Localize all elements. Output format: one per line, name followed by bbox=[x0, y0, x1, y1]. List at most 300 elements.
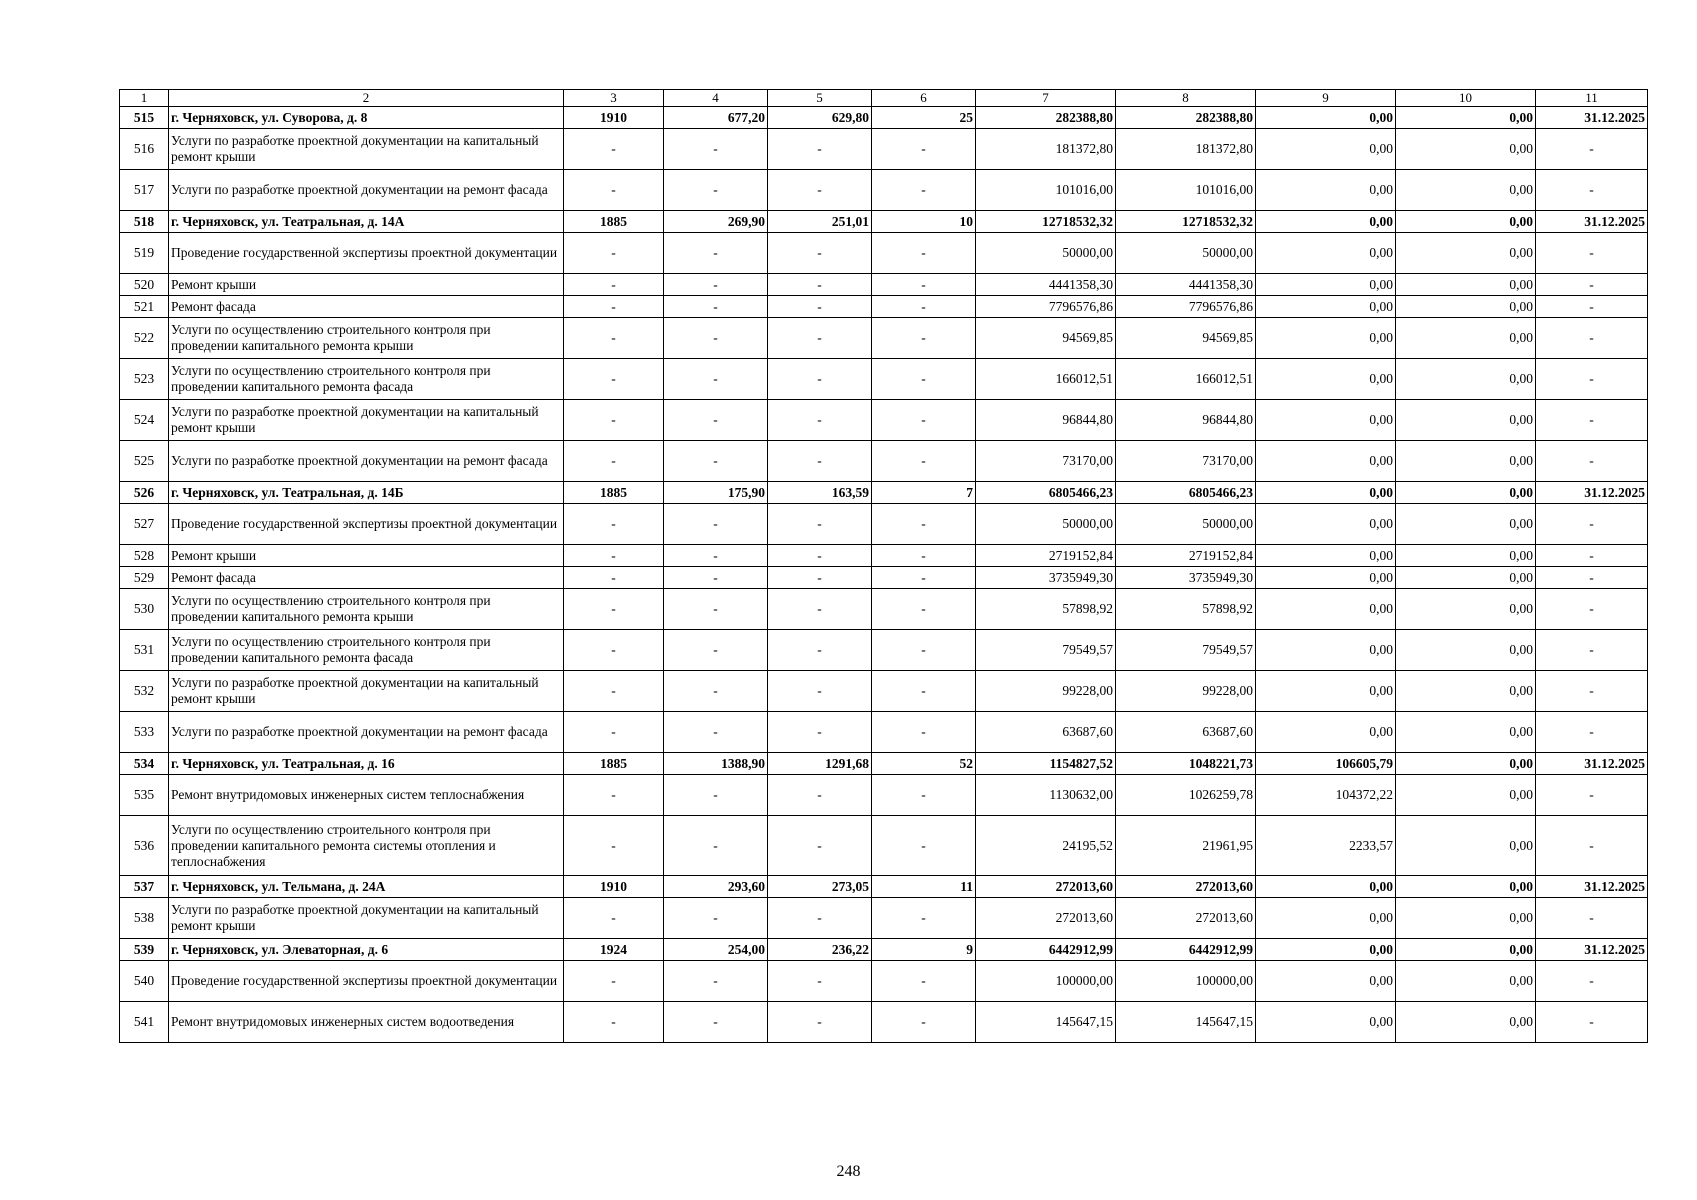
cell-col9: 0,00 bbox=[1256, 107, 1396, 129]
year-built: - bbox=[564, 567, 664, 589]
year-built: 1924 bbox=[564, 939, 664, 961]
cell-col10: 0,00 bbox=[1396, 211, 1536, 233]
year-built: 1885 bbox=[564, 753, 664, 775]
cell-col6: 11 bbox=[872, 876, 976, 898]
item-name: Услуги по осуществлению строительного контроля при проведении капитального ремонта фасада bbox=[169, 630, 564, 671]
cell-col4: 293,60 bbox=[664, 876, 768, 898]
column-number: 8 bbox=[1116, 90, 1256, 107]
item-name: Проведение государственной экспертизы проектной документации bbox=[169, 961, 564, 1002]
row-number: 536 bbox=[120, 816, 169, 876]
cell-col4: 269,90 bbox=[664, 211, 768, 233]
cell-col11: 31.12.2025 bbox=[1536, 211, 1648, 233]
item-name: Ремонт внутридомовых инженерных систем водоотведения bbox=[169, 1002, 564, 1043]
row-number: 528 bbox=[120, 545, 169, 567]
cell-col5: 251,01 bbox=[768, 211, 872, 233]
cell-col4: - bbox=[664, 504, 768, 545]
year-built: - bbox=[564, 318, 664, 359]
cell-col5: - bbox=[768, 589, 872, 630]
cell-col10: 0,00 bbox=[1396, 107, 1536, 129]
cell-col9: 104372,22 bbox=[1256, 775, 1396, 816]
cell-col5: - bbox=[768, 233, 872, 274]
cell-col7: 145647,15 bbox=[976, 1002, 1116, 1043]
year-built: 1885 bbox=[564, 482, 664, 504]
cell-col11: - bbox=[1536, 400, 1648, 441]
cell-col8: 50000,00 bbox=[1116, 233, 1256, 274]
cell-col10: 0,00 bbox=[1396, 567, 1536, 589]
cell-col8: 79549,57 bbox=[1116, 630, 1256, 671]
cell-col8: 100000,00 bbox=[1116, 961, 1256, 1002]
cell-col10: 0,00 bbox=[1396, 939, 1536, 961]
cell-col6: - bbox=[872, 504, 976, 545]
cell-col9: 0,00 bbox=[1256, 567, 1396, 589]
cell-col9: 0,00 bbox=[1256, 504, 1396, 545]
cell-col6: - bbox=[872, 545, 976, 567]
cell-col4: - bbox=[664, 898, 768, 939]
cell-col9: 0,00 bbox=[1256, 211, 1396, 233]
row-number: 533 bbox=[120, 712, 169, 753]
cell-col7: 50000,00 bbox=[976, 233, 1116, 274]
cell-col5: - bbox=[768, 961, 872, 1002]
item-name: г. Черняховск, ул. Элеваторная, д. 6 bbox=[169, 939, 564, 961]
cell-col11: - bbox=[1536, 898, 1648, 939]
cell-col4: - bbox=[664, 400, 768, 441]
cell-col11: - bbox=[1536, 504, 1648, 545]
work-item-row bbox=[120, 589, 1648, 630]
item-name: Услуги по осуществлению строительного контроля при проведении капитального ремонта крыши bbox=[169, 318, 564, 359]
cell-col4: - bbox=[664, 296, 768, 318]
cell-col6: - bbox=[872, 816, 976, 876]
address-row bbox=[120, 753, 1648, 775]
cell-col6: - bbox=[872, 170, 976, 211]
cell-col9: 0,00 bbox=[1256, 274, 1396, 296]
cell-col9: 0,00 bbox=[1256, 630, 1396, 671]
year-built: - bbox=[564, 1002, 664, 1043]
column-number: 7 bbox=[976, 90, 1116, 107]
item-name: г. Черняховск, ул. Суворова, д. 8 bbox=[169, 107, 564, 129]
work-item-row bbox=[120, 233, 1648, 274]
row-number: 515 bbox=[120, 107, 169, 129]
cell-col11: - bbox=[1536, 545, 1648, 567]
cell-col10: 0,00 bbox=[1396, 589, 1536, 630]
cell-col5: - bbox=[768, 671, 872, 712]
row-number: 532 bbox=[120, 671, 169, 712]
cell-col9: 0,00 bbox=[1256, 1002, 1396, 1043]
cell-col11: 31.12.2025 bbox=[1536, 939, 1648, 961]
cell-col8: 6442912,99 bbox=[1116, 939, 1256, 961]
year-built: - bbox=[564, 441, 664, 482]
cell-col6: 7 bbox=[872, 482, 976, 504]
work-item-row bbox=[120, 961, 1648, 1002]
cell-col5: - bbox=[768, 296, 872, 318]
cell-col4: - bbox=[664, 359, 768, 400]
cell-col7: 6442912,99 bbox=[976, 939, 1116, 961]
cell-col10: 0,00 bbox=[1396, 545, 1536, 567]
column-number: 2 bbox=[169, 90, 564, 107]
cell-col5: 236,22 bbox=[768, 939, 872, 961]
column-number: 1 bbox=[120, 90, 169, 107]
cell-col4: - bbox=[664, 816, 768, 876]
cell-col11: - bbox=[1536, 589, 1648, 630]
cell-col4: - bbox=[664, 671, 768, 712]
cell-col5: 273,05 bbox=[768, 876, 872, 898]
page-number: 248 bbox=[836, 1163, 861, 1180]
cell-col7: 3735949,30 bbox=[976, 567, 1116, 589]
cell-col7: 79549,57 bbox=[976, 630, 1116, 671]
year-built: - bbox=[564, 504, 664, 545]
table-body bbox=[120, 90, 1648, 1043]
cell-col4: - bbox=[664, 129, 768, 170]
cell-col10: 0,00 bbox=[1396, 129, 1536, 170]
work-item-row bbox=[120, 504, 1648, 545]
address-row bbox=[120, 876, 1648, 898]
data-table bbox=[119, 89, 1648, 1043]
work-item-row bbox=[120, 359, 1648, 400]
cell-col10: 0,00 bbox=[1396, 400, 1536, 441]
item-name: Услуги по осуществлению строительного контроля при проведении капитального ремонта системы отопления и теплоснабжения bbox=[169, 816, 564, 876]
item-name: Проведение государственной экспертизы проектной документации bbox=[169, 504, 564, 545]
cell-col8: 7796576,86 bbox=[1116, 296, 1256, 318]
cell-col4: 677,20 bbox=[664, 107, 768, 129]
cell-col11: 31.12.2025 bbox=[1536, 753, 1648, 775]
row-number: 541 bbox=[120, 1002, 169, 1043]
cell-col10: 0,00 bbox=[1396, 441, 1536, 482]
cell-col8: 272013,60 bbox=[1116, 898, 1256, 939]
cell-col8: 282388,80 bbox=[1116, 107, 1256, 129]
cell-col5: - bbox=[768, 170, 872, 211]
cell-col8: 21961,95 bbox=[1116, 816, 1256, 876]
cell-col10: 0,00 bbox=[1396, 712, 1536, 753]
cell-col7: 12718532,32 bbox=[976, 211, 1116, 233]
cell-col5: - bbox=[768, 630, 872, 671]
cell-col7: 57898,92 bbox=[976, 589, 1116, 630]
cell-col7: 24195,52 bbox=[976, 816, 1116, 876]
cell-col8: 57898,92 bbox=[1116, 589, 1256, 630]
cell-col9: 0,00 bbox=[1256, 233, 1396, 274]
cell-col6: - bbox=[872, 129, 976, 170]
cell-col10: 0,00 bbox=[1396, 961, 1536, 1002]
cell-col11: - bbox=[1536, 567, 1648, 589]
cell-col8: 1026259,78 bbox=[1116, 775, 1256, 816]
row-number: 519 bbox=[120, 233, 169, 274]
cell-col11: 31.12.2025 bbox=[1536, 482, 1648, 504]
item-name: Услуги по разработке проектной документации на ремонт фасада bbox=[169, 170, 564, 211]
column-number: 4 bbox=[664, 90, 768, 107]
item-name: Услуги по разработке проектной документации на капитальный ремонт крыши bbox=[169, 898, 564, 939]
cell-col9: 0,00 bbox=[1256, 545, 1396, 567]
item-name: Проведение государственной экспертизы проектной документации bbox=[169, 233, 564, 274]
year-built: - bbox=[564, 816, 664, 876]
cell-col7: 1130632,00 bbox=[976, 775, 1116, 816]
item-name: Ремонт крыши bbox=[169, 545, 564, 567]
year-built: - bbox=[564, 359, 664, 400]
item-name: Услуги по осуществлению строительного контроля при проведении капитального ремонта фасада bbox=[169, 359, 564, 400]
work-item-row bbox=[120, 712, 1648, 753]
cell-col9: 106605,79 bbox=[1256, 753, 1396, 775]
cell-col6: - bbox=[872, 775, 976, 816]
cell-col6: - bbox=[872, 233, 976, 274]
cell-col8: 99228,00 bbox=[1116, 671, 1256, 712]
cell-col10: 0,00 bbox=[1396, 170, 1536, 211]
cell-col4: - bbox=[664, 545, 768, 567]
year-built: - bbox=[564, 296, 664, 318]
cell-col6: - bbox=[872, 898, 976, 939]
cell-col11: - bbox=[1536, 129, 1648, 170]
row-number: 522 bbox=[120, 318, 169, 359]
row-number: 517 bbox=[120, 170, 169, 211]
cell-col7: 63687,60 bbox=[976, 712, 1116, 753]
item-name: Ремонт фасада bbox=[169, 567, 564, 589]
cell-col10: 0,00 bbox=[1396, 274, 1536, 296]
row-number: 526 bbox=[120, 482, 169, 504]
cell-col5: - bbox=[768, 274, 872, 296]
work-item-row bbox=[120, 898, 1648, 939]
cell-col6: - bbox=[872, 567, 976, 589]
work-item-row bbox=[120, 775, 1648, 816]
cell-col9: 0,00 bbox=[1256, 170, 1396, 211]
cell-col11: - bbox=[1536, 816, 1648, 876]
item-name: Услуги по разработке проектной документации на капитальный ремонт крыши bbox=[169, 400, 564, 441]
cell-col9: 0,00 bbox=[1256, 400, 1396, 441]
year-built: 1885 bbox=[564, 211, 664, 233]
item-name: г. Черняховск, ул. Театральная, д. 16 bbox=[169, 753, 564, 775]
item-name: Услуги по разработке проектной документации на ремонт фасада bbox=[169, 441, 564, 482]
cell-col7: 282388,80 bbox=[976, 107, 1116, 129]
cell-col7: 73170,00 bbox=[976, 441, 1116, 482]
cell-col4: - bbox=[664, 712, 768, 753]
column-number: 5 bbox=[768, 90, 872, 107]
cell-col9: 0,00 bbox=[1256, 318, 1396, 359]
column-number: 6 bbox=[872, 90, 976, 107]
cell-col6: - bbox=[872, 441, 976, 482]
cell-col7: 1154827,52 bbox=[976, 753, 1116, 775]
cell-col5: - bbox=[768, 712, 872, 753]
cell-col4: 1388,90 bbox=[664, 753, 768, 775]
work-item-row bbox=[120, 441, 1648, 482]
cell-col9: 0,00 bbox=[1256, 129, 1396, 170]
cell-col9: 0,00 bbox=[1256, 939, 1396, 961]
cell-col4: - bbox=[664, 318, 768, 359]
year-built: - bbox=[564, 233, 664, 274]
row-number: 530 bbox=[120, 589, 169, 630]
cell-col5: - bbox=[768, 775, 872, 816]
cell-col6: - bbox=[872, 671, 976, 712]
cell-col8: 2719152,84 bbox=[1116, 545, 1256, 567]
year-built: 1910 bbox=[564, 107, 664, 129]
cell-col11: - bbox=[1536, 961, 1648, 1002]
cell-col9: 0,00 bbox=[1256, 589, 1396, 630]
cell-col11: - bbox=[1536, 630, 1648, 671]
cell-col4: - bbox=[664, 589, 768, 630]
cell-col8: 1048221,73 bbox=[1116, 753, 1256, 775]
year-built: - bbox=[564, 630, 664, 671]
cell-col11: 31.12.2025 bbox=[1536, 107, 1648, 129]
year-built: - bbox=[564, 400, 664, 441]
column-number: 11 bbox=[1536, 90, 1648, 107]
row-number: 529 bbox=[120, 567, 169, 589]
cell-col8: 145647,15 bbox=[1116, 1002, 1256, 1043]
cell-col6: - bbox=[872, 589, 976, 630]
row-number: 540 bbox=[120, 961, 169, 1002]
cell-col7: 94569,85 bbox=[976, 318, 1116, 359]
row-number: 525 bbox=[120, 441, 169, 482]
item-name: г. Черняховск, ул. Театральная, д. 14Б bbox=[169, 482, 564, 504]
cell-col11: - bbox=[1536, 274, 1648, 296]
cell-col7: 181372,80 bbox=[976, 129, 1116, 170]
cell-col10: 0,00 bbox=[1396, 359, 1536, 400]
cell-col10: 0,00 bbox=[1396, 233, 1536, 274]
item-name: Услуги по разработке проектной документации на ремонт фасада bbox=[169, 712, 564, 753]
cell-col5: - bbox=[768, 816, 872, 876]
row-number: 524 bbox=[120, 400, 169, 441]
cell-col8: 4441358,30 bbox=[1116, 274, 1256, 296]
column-number-row bbox=[120, 90, 1648, 107]
cell-col6: - bbox=[872, 961, 976, 1002]
cell-col10: 0,00 bbox=[1396, 816, 1536, 876]
cell-col10: 0,00 bbox=[1396, 753, 1536, 775]
cell-col5: 629,80 bbox=[768, 107, 872, 129]
cell-col10: 0,00 bbox=[1396, 1002, 1536, 1043]
cell-col11: - bbox=[1536, 296, 1648, 318]
cell-col9: 0,00 bbox=[1256, 441, 1396, 482]
cell-col8: 94569,85 bbox=[1116, 318, 1256, 359]
address-row bbox=[120, 107, 1648, 129]
column-number: 9 bbox=[1256, 90, 1396, 107]
cell-col7: 166012,51 bbox=[976, 359, 1116, 400]
cell-col11: - bbox=[1536, 712, 1648, 753]
row-number: 527 bbox=[120, 504, 169, 545]
cell-col5: - bbox=[768, 359, 872, 400]
year-built: - bbox=[564, 775, 664, 816]
row-number: 539 bbox=[120, 939, 169, 961]
cell-col6: 9 bbox=[872, 939, 976, 961]
cell-col7: 101016,00 bbox=[976, 170, 1116, 211]
cell-col9: 0,00 bbox=[1256, 482, 1396, 504]
cell-col8: 272013,60 bbox=[1116, 876, 1256, 898]
cell-col7: 272013,60 bbox=[976, 898, 1116, 939]
cell-col11: - bbox=[1536, 671, 1648, 712]
work-item-row bbox=[120, 129, 1648, 170]
cell-col11: 31.12.2025 bbox=[1536, 876, 1648, 898]
cell-col8: 73170,00 bbox=[1116, 441, 1256, 482]
cell-col8: 6805466,23 bbox=[1116, 482, 1256, 504]
cell-col6: - bbox=[872, 400, 976, 441]
cell-col11: - bbox=[1536, 318, 1648, 359]
row-number: 534 bbox=[120, 753, 169, 775]
row-number: 523 bbox=[120, 359, 169, 400]
year-built: - bbox=[564, 671, 664, 712]
cell-col5: - bbox=[768, 545, 872, 567]
cell-col8: 12718532,32 bbox=[1116, 211, 1256, 233]
cell-col9: 0,00 bbox=[1256, 296, 1396, 318]
cell-col6: 25 bbox=[872, 107, 976, 129]
year-built: - bbox=[564, 589, 664, 630]
item-name: Услуги по разработке проектной документации на капитальный ремонт крыши bbox=[169, 671, 564, 712]
cell-col5: - bbox=[768, 400, 872, 441]
cell-col5: - bbox=[768, 441, 872, 482]
cell-col6: - bbox=[872, 359, 976, 400]
cell-col5: 163,59 bbox=[768, 482, 872, 504]
cell-col5: - bbox=[768, 129, 872, 170]
cell-col10: 0,00 bbox=[1396, 671, 1536, 712]
cell-col5: - bbox=[768, 318, 872, 359]
cell-col11: - bbox=[1536, 170, 1648, 211]
cell-col11: - bbox=[1536, 775, 1648, 816]
cell-col5: 1291,68 bbox=[768, 753, 872, 775]
cell-col10: 0,00 bbox=[1396, 296, 1536, 318]
cell-col9: 0,00 bbox=[1256, 898, 1396, 939]
row-number: 537 bbox=[120, 876, 169, 898]
cell-col7: 272013,60 bbox=[976, 876, 1116, 898]
cell-col11: - bbox=[1536, 359, 1648, 400]
cell-col10: 0,00 bbox=[1396, 630, 1536, 671]
item-name: г. Черняховск, ул. Театральная, д. 14А bbox=[169, 211, 564, 233]
work-item-row bbox=[120, 170, 1648, 211]
cell-col9: 0,00 bbox=[1256, 671, 1396, 712]
cell-col5: - bbox=[768, 504, 872, 545]
cell-col9: 0,00 bbox=[1256, 876, 1396, 898]
work-item-row bbox=[120, 545, 1648, 567]
work-item-row bbox=[120, 630, 1648, 671]
cell-col5: - bbox=[768, 898, 872, 939]
cell-col11: - bbox=[1536, 1002, 1648, 1043]
item-name: Ремонт фасада bbox=[169, 296, 564, 318]
cell-col7: 2719152,84 bbox=[976, 545, 1116, 567]
item-name: Услуги по разработке проектной документации на капитальный ремонт крыши bbox=[169, 129, 564, 170]
cell-col10: 0,00 bbox=[1396, 482, 1536, 504]
cell-col8: 63687,60 bbox=[1116, 712, 1256, 753]
cell-col8: 96844,80 bbox=[1116, 400, 1256, 441]
row-number: 521 bbox=[120, 296, 169, 318]
cell-col10: 0,00 bbox=[1396, 504, 1536, 545]
cell-col6: 52 bbox=[872, 753, 976, 775]
cell-col6: 10 bbox=[872, 211, 976, 233]
cell-col6: - bbox=[872, 296, 976, 318]
year-built: - bbox=[564, 170, 664, 211]
cell-col5: - bbox=[768, 567, 872, 589]
cell-col10: 0,00 bbox=[1396, 318, 1536, 359]
cell-col8: 50000,00 bbox=[1116, 504, 1256, 545]
cell-col4: - bbox=[664, 630, 768, 671]
cell-col4: - bbox=[664, 441, 768, 482]
cell-col9: 0,00 bbox=[1256, 712, 1396, 753]
year-built: - bbox=[564, 961, 664, 1002]
row-number: 538 bbox=[120, 898, 169, 939]
cell-col8: 3735949,30 bbox=[1116, 567, 1256, 589]
cell-col9: 0,00 bbox=[1256, 961, 1396, 1002]
cell-col4: - bbox=[664, 274, 768, 296]
cell-col7: 99228,00 bbox=[976, 671, 1116, 712]
cell-col4: - bbox=[664, 567, 768, 589]
cell-col4: 254,00 bbox=[664, 939, 768, 961]
cell-col7: 100000,00 bbox=[976, 961, 1116, 1002]
cell-col4: 175,90 bbox=[664, 482, 768, 504]
work-item-row bbox=[120, 816, 1648, 876]
item-name: Услуги по осуществлению строительного контроля при проведении капитального ремонта крыши bbox=[169, 589, 564, 630]
cell-col4: - bbox=[664, 233, 768, 274]
work-item-row bbox=[120, 318, 1648, 359]
row-number: 535 bbox=[120, 775, 169, 816]
address-row bbox=[120, 482, 1648, 504]
column-number: 10 bbox=[1396, 90, 1536, 107]
year-built: - bbox=[564, 712, 664, 753]
cell-col10: 0,00 bbox=[1396, 876, 1536, 898]
year-built: - bbox=[564, 545, 664, 567]
cell-col6: - bbox=[872, 630, 976, 671]
year-built: - bbox=[564, 129, 664, 170]
cell-col7: 96844,80 bbox=[976, 400, 1116, 441]
cell-col4: - bbox=[664, 775, 768, 816]
cell-col11: - bbox=[1536, 441, 1648, 482]
